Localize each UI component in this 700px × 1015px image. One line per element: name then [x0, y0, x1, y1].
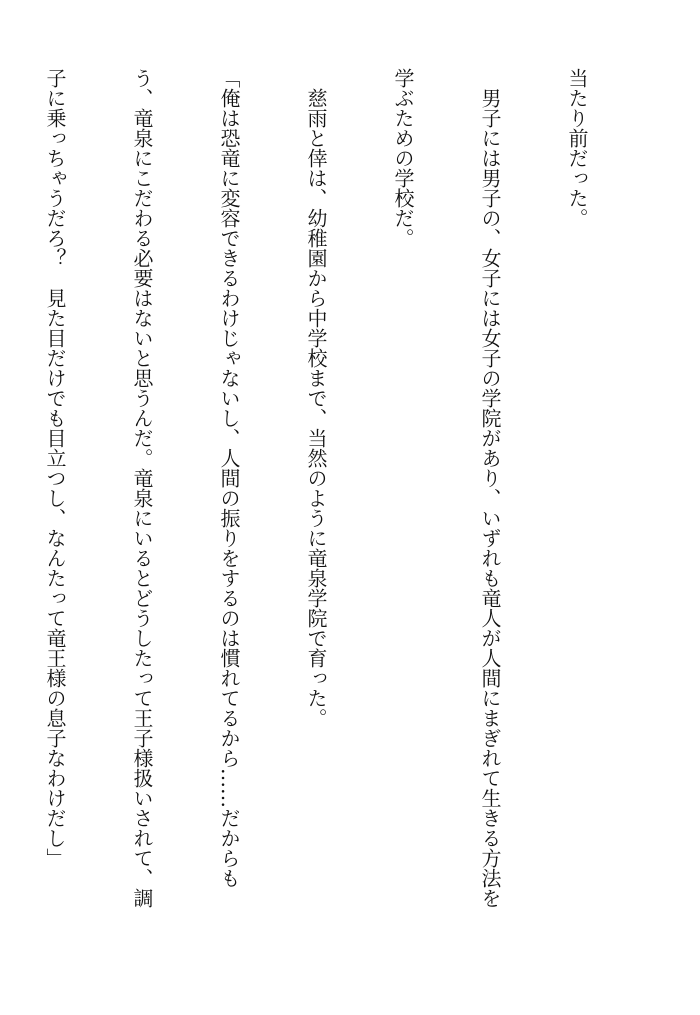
text-line: 学ぶための学校だ。 [391, 68, 415, 248]
text-line: 子に乗っちゃうだろ？ 見た目だけでも目立つし、なんたって竜王様の息子なわけだし」 [43, 68, 67, 868]
text-line: う、竜泉にこだわる必要はないと思うんだ。竜泉にいるとどうしたって王子様扱いされて、調 [130, 68, 154, 908]
vertical-text-body [43, 68, 649, 968]
text-line: 「俺は恐竜に変容できるわけじゃないし、人間の振りをするのは慣れてるから……だからも [217, 68, 241, 888]
text-line: 慈雨と倖は、幼稚園から中学校まで、当然のように竜泉学院で育った。 [304, 68, 328, 728]
text-line: 男子には男子の、女子には女子の学院があり、いずれも竜人が人間にまぎれて生きる方法を [478, 68, 502, 908]
text-line: 当たり前だった。 [565, 68, 589, 228]
